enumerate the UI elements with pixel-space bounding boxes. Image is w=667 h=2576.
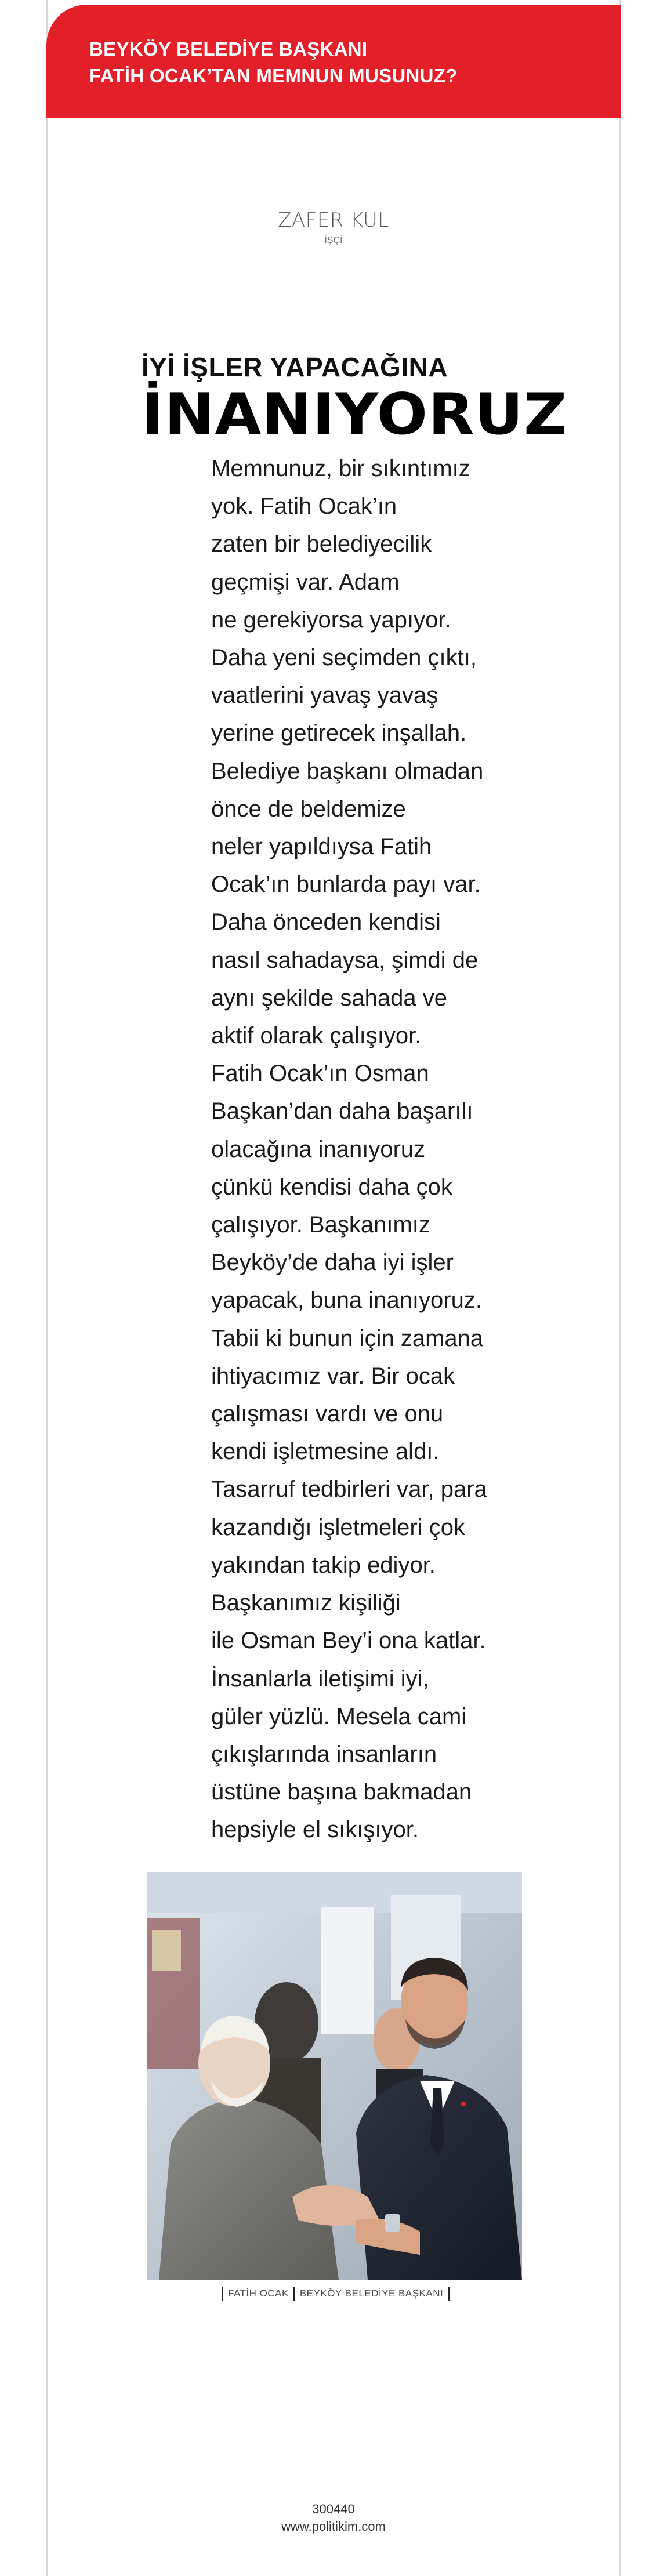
- article-line: aynı şekilde sahada ve: [211, 985, 447, 1011]
- article-line: İnsanlarla iletişimi iyi,: [211, 1666, 429, 1692]
- article-line: vaatlerini yavaş yavaş: [211, 683, 438, 709]
- article-line: Başkan’dan daha başarılı: [211, 1098, 473, 1124]
- header-banner: [46, 5, 621, 118]
- article-line: çalışması vardı ve onu: [211, 1401, 444, 1427]
- page-footer: [46, 2501, 621, 2535]
- article-line: çalışıyor. Başkanımız: [211, 1212, 430, 1238]
- caption-divider-middle: [293, 2287, 295, 2301]
- article-line: yok. Fatih Ocak’ın: [211, 494, 397, 520]
- article-line: kazandığı işletmeleri çok: [211, 1514, 465, 1540]
- photo-caption: [217, 2285, 454, 2302]
- article-line: Beyköy’de daha iyi işler: [211, 1250, 454, 1276]
- article-line: Belediye başkanı olmadan: [211, 758, 484, 784]
- article-line: güler yüzlü. Mesela cami: [211, 1703, 467, 1729]
- headline-block: [142, 351, 582, 446]
- article-line: önce de beldemize: [211, 796, 406, 822]
- article-line: zaten bir belediyecilik: [211, 531, 432, 557]
- article-line: geçmişi var. Adam: [211, 569, 400, 595]
- caption-title: BEYKÖY BELEDİYE BAŞKANI: [299, 2288, 444, 2299]
- article-photo: [147, 1872, 522, 2280]
- caption-name: FATİH OCAK: [228, 2288, 289, 2299]
- article-line: nasıl sahadaysa, şimdi de: [211, 947, 478, 973]
- article-body: [211, 450, 513, 1849]
- header-title-line-2: FATİH OCAK’TAN MEMNUN MUSUNUZ?: [89, 65, 458, 86]
- article-line: Tasarruf tedbirleri var, para: [211, 1476, 487, 1503]
- headline-main: İNANIYORUZ: [142, 382, 568, 448]
- article-line: yerine getirecek inşallah.: [211, 720, 467, 746]
- article-line: Tabii ki bunun için zamana: [211, 1325, 484, 1351]
- article-line: Fatih Ocak’ın Osman: [211, 1061, 429, 1087]
- article-line: Başkanımız kişiliği: [211, 1590, 401, 1616]
- author-name: ZAFER KUL: [278, 209, 389, 232]
- author-role: İŞÇİ: [324, 235, 343, 245]
- article-line: Memnunuz, bir sıkıntımız: [211, 456, 470, 481]
- article-line: ile Osman Bey’i ona katlar.: [211, 1628, 486, 1654]
- header-title-line-1: BEYKÖY BELEDİYE BAŞKANI: [89, 38, 368, 60]
- footer-code: 300440: [312, 2502, 355, 2516]
- article-line: ihtiyacımız var. Bir ocak: [211, 1363, 455, 1389]
- caption-divider-right: [448, 2287, 449, 2301]
- article-line: Daha önceden kendisi: [211, 909, 441, 935]
- article-line: kendi işletmesine aldı.: [211, 1439, 440, 1465]
- handshake-photo-illustration: [147, 1872, 522, 2280]
- article-line: yapacak, buna inanıyoruz.: [211, 1287, 482, 1314]
- article-line: Daha yeni seçimden çıktı,: [211, 645, 477, 671]
- article-line: aktif olarak çalışıyor.: [211, 1023, 422, 1049]
- article-line: çıkışlarında insanların: [211, 1741, 437, 1767]
- article-line: Ocak’ın bunlarda payı var.: [211, 872, 481, 898]
- author-block: [46, 209, 621, 246]
- article-line: çünkü kendisi daha çok: [211, 1174, 452, 1200]
- article-line: neler yapıldıysa Fatih: [211, 834, 432, 860]
- article-line: ne gerekiyorsa yapıyor.: [211, 607, 451, 633]
- article-line: hepsiyle el sıkışıyor.: [211, 1817, 419, 1843]
- caption-divider-left: [222, 2287, 223, 2301]
- footer-url[interactable]: www.politikim.com: [281, 2519, 386, 2534]
- article-line: olacağına inanıyoruz: [211, 1136, 426, 1162]
- article-line: yakından takip ediyor.: [211, 1552, 436, 1578]
- article-line: üstüne başına bakmadan: [211, 1779, 472, 1805]
- headline-kicker: İYİ İŞLER YAPACAĞINA: [142, 352, 448, 382]
